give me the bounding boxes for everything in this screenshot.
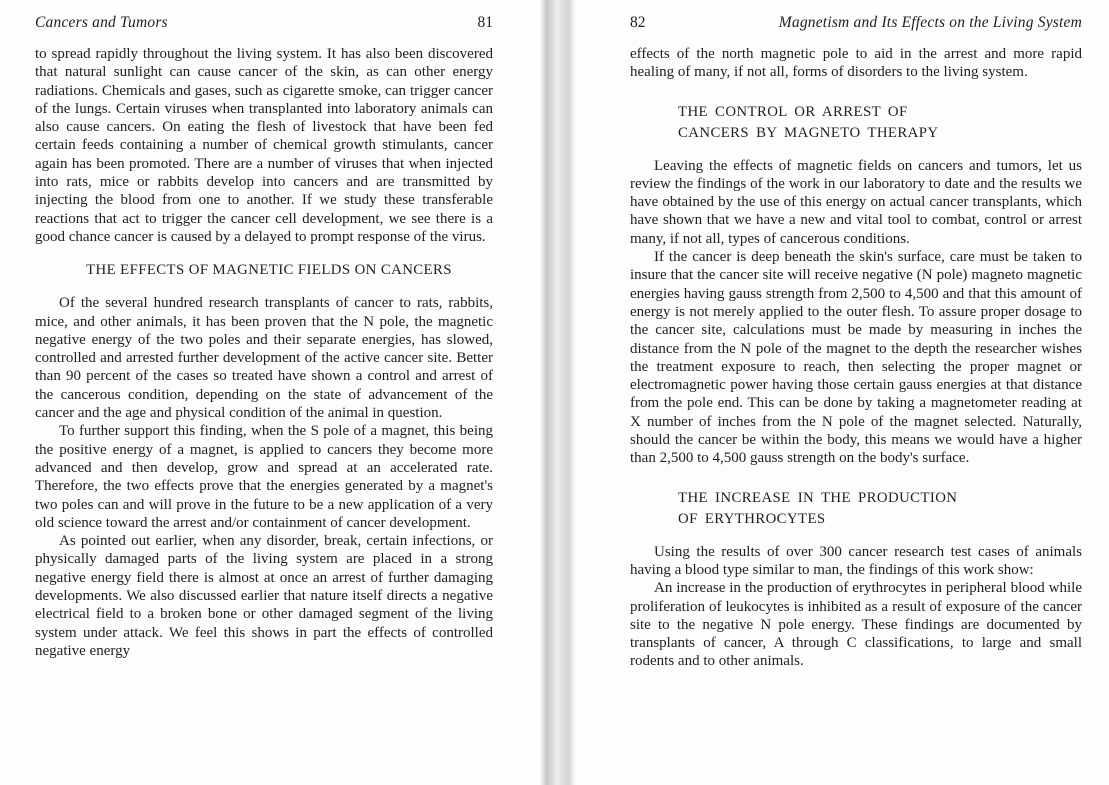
heading-line: OF ERYTHROCYTES	[678, 510, 826, 527]
heading-line: CANCERS BY MAGNETO THERAPY	[678, 124, 939, 141]
section-heading-magnetic-fields: THE EFFECTS OF MAGNETIC FIELDS ON CANCERS	[86, 262, 452, 279]
right-page	[630, 0, 1082, 671]
paragraph: Leaving the effects of magnetic fields on cancers and tumors, let us review the findings of the work in our laboratory to date and the results we have obtained by the use of this energy on actual cancer transplants, which have shown that we have a new and vital tool to combat, control or arrest many, if not all, types of cancerous conditions.	[630, 157, 1082, 247]
right-page-body	[630, 45, 1082, 671]
paragraph: If the cancer is deep beneath the skin's surface, care must be taken to insure that the cancer site will receive negative (N pole) magneto magnetic energies having gauss strength from 2,500 to 4,500 and that this amount of energy is not merely applied to the outer flesh. To assure proper dosage to the cancer site, calculations must be made by measuring in inches the distance from the N pole of the magnet to the depth the researcher wishes the treatment exposure to reach, then selecting the proper magnet or electromagnetic power having those certain gauss energies at that distance from the pole end. This can be done by taking a magnetometer reading at X number of inches from the N pole of the magnet selected. Naturally, should the cancer be within the body, this means we would have a higher than 2,500 to 4,500 gauss strength on the body's surface.	[630, 249, 1082, 467]
left-page-body	[35, 45, 493, 660]
section-heading-magneto-therapy	[678, 102, 1082, 144]
paragraph: To further support this finding, when the S pole of a magnet, this being the positive energy of a magnet, is applied to cancers they become more advanced and then develop, grow and spread at an accelerated rate. Therefore, the two effects prove that the energies generated by a magnet's two poles can and will prove in the future to be a new application of a very old science toward the arrest and/or containment of cancer development.	[35, 423, 493, 531]
heading-line: THE CONTROL OR ARREST OF	[678, 103, 908, 120]
left-page	[35, 0, 493, 660]
paragraph-continuation: effects of the north magnetic pole to aid in the arrest and more rapid healing of many, if not all, forms of disorders to the living system.	[630, 46, 1082, 81]
page-number-right: 82	[630, 14, 646, 31]
left-page-header	[35, 14, 493, 36]
paragraph: As pointed out earlier, when any disorder, break, certain infections, or physically damaged parts of the living system are placed in a strong negative energy field there is almost at once an arrest of further damaging developments. We also discussed earlier that nature itself directs a negative electrical field to a broken bone or other damaged segment of the living system under attack. We feel this shows in part the effects of controlled negative energy	[35, 533, 493, 659]
heading-line: THE INCREASE IN THE PRODUCTION	[678, 489, 958, 506]
page-gutter-shadow	[540, 0, 576, 785]
running-head-left: Cancers and Tumors	[35, 14, 168, 31]
running-head-right: Magnetism and Its Effects on the Living System	[778, 14, 1082, 31]
paragraph: Of the several hundred research transplants of cancer to rats, rabbits, mice, and other animals, it has been proven that the N pole, the magnetic negative energy of the two poles and their separate energies, has slowed, controlled and arrested further development of the active cancer site. Better than 90 percent of the cases so treated have shown a control and arrest of the cancerous condition, depending on the state of advancement of the cancer and the age and physical condition of the animal in question.	[35, 295, 493, 422]
section-heading-erythrocytes	[678, 488, 1082, 530]
paragraph: An increase in the production of erythrocytes in peripheral blood while proliferation of leukocytes is inhibited as a result of exposure of the cancer site to the negative N pole energy. These findings are documented by transplants of cancer, A through C classifications, to large and small rodents and to other animals.	[630, 580, 1082, 670]
right-page-header	[630, 14, 1082, 36]
paragraph-continuation: to spread rapidly throughout the living system. It has also been discovered that natural sunlight can cause cancer of the skin, as can other energy radiations. Chemicals and gases, such as cigarette smoke, can trigger cancer of the lungs. Certain viruses when transplanted into laboratory animals can also cause cancers. On eating the flesh of livestock that have been fed certain feeds containing a number of chemical growth stimulants, cancer again has been promoted. There are a number of viruses that when injected into rats, mice or rabbits develop into cancers and are transmitted by injecting the blood from one to another. If we study these transferable reactions that act to trigger the cancer cell development, we see there is a good chance cancer is caused by a delayed to prompt response of the virus.	[35, 46, 493, 245]
paragraph: Using the results of over 300 cancer research test cases of animals having a blood type similar to man, the findings of this work show:	[630, 543, 1082, 578]
page-number-left: 81	[477, 14, 493, 31]
